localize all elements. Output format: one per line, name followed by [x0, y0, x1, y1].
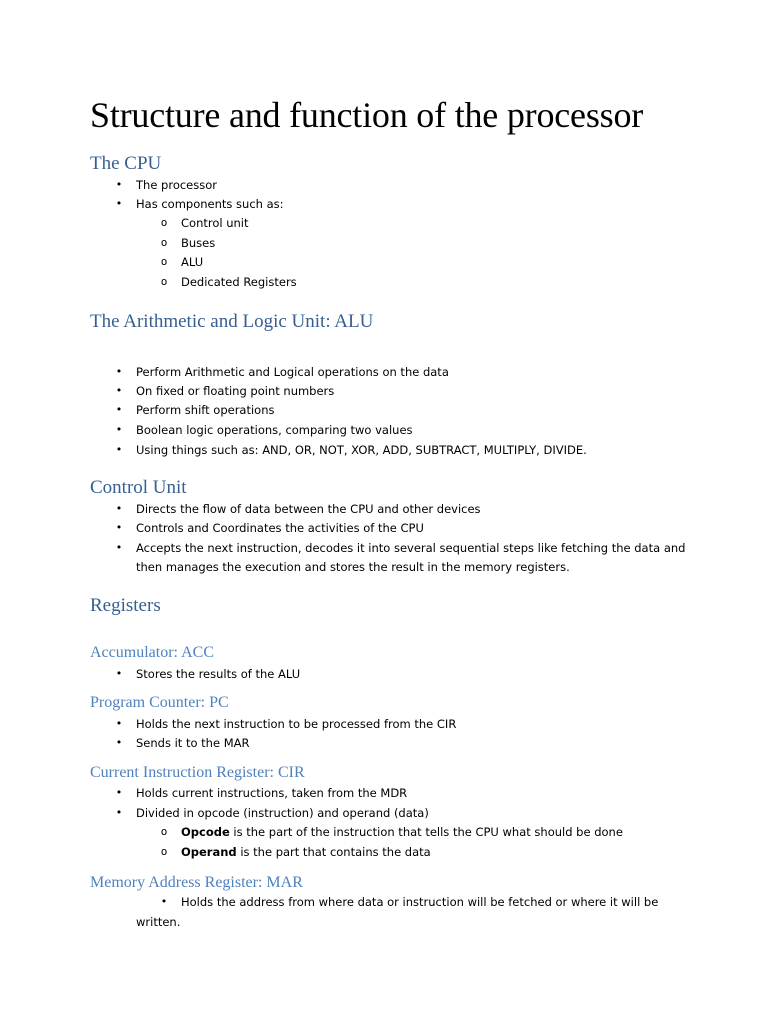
- sub-list-item: o Dedicated Registers: [160, 275, 297, 289]
- list-item: • Directs the flow of data between the CPU and other devices: [115, 502, 481, 516]
- sub-list-item: o Opcode is the part of the instruction that tells the CPU what should be done: [160, 825, 623, 839]
- heading-control-unit: Control Unit: [90, 477, 187, 498]
- list-item: • Stores the results of the ALU: [115, 667, 301, 681]
- list-item: • On fixed or floating point numbers: [115, 384, 335, 398]
- list-item: • Holds current instructions, taken from the MDR: [115, 786, 408, 800]
- heading-accumulator: Accumulator: ACC: [90, 644, 214, 661]
- heading-memory-address-register: Memory Address Register: MAR: [90, 874, 303, 891]
- list-item-continuation: written.: [136, 915, 181, 929]
- list-item: • Controls and Coordinates the activities of the CPU: [115, 521, 424, 535]
- list-item: • Boolean logic operations, comparing two values: [115, 423, 413, 437]
- heading-cpu: The CPU: [90, 153, 162, 174]
- heading-program-counter: Program Counter: PC: [90, 694, 229, 711]
- list-item: • Holds the address from where data or instruction will be fetched or where it will be: [160, 895, 659, 909]
- list-item: • Divided in opcode (instruction) and operand (data): [115, 806, 429, 820]
- sub-list-item: o Control unit: [160, 216, 249, 230]
- list-item: • Accepts the next instruction, decodes it into several sequential steps like fetching the data and: [115, 541, 686, 555]
- list-item: • The processor: [115, 178, 217, 192]
- list-item: • Using things such as: AND, OR, NOT, XOR, ADD, SUBTRACT, MULTIPLY, DIVIDE.: [115, 443, 587, 457]
- sub-list-item: o ALU: [160, 255, 204, 269]
- page-title: Structure and function of the processor: [90, 95, 644, 135]
- heading-registers: Registers: [90, 595, 161, 616]
- sub-list-item: o Buses: [160, 236, 216, 250]
- list-item: • Perform Arithmetic and Logical operations on the data: [115, 365, 449, 379]
- list-item: • Has components such as:: [115, 197, 284, 211]
- sub-list-item: o Operand is the part that contains the data: [160, 845, 431, 859]
- list-item: • Perform shift operations: [115, 403, 275, 417]
- list-item: • Holds the next instruction to be processed from the CIR: [115, 717, 457, 731]
- heading-alu: The Arithmetic and Logic Unit: ALU: [90, 311, 374, 332]
- list-item-continuation: then manages the execution and stores the result in the memory registers.: [136, 560, 570, 574]
- list-item: • Sends it to the MAR: [115, 736, 250, 750]
- heading-current-instruction-register: Current Instruction Register: CIR: [90, 764, 305, 781]
